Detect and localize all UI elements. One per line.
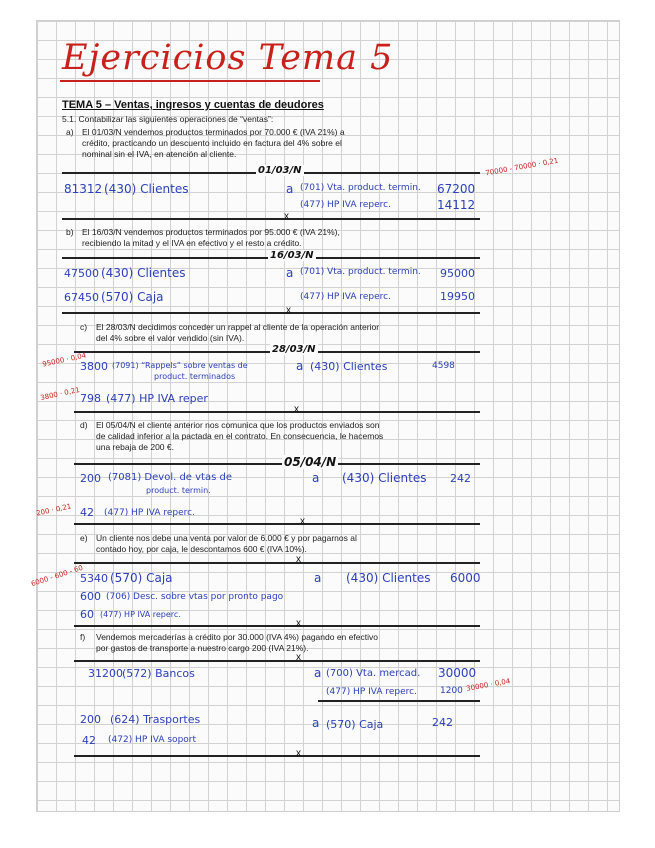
entry-b-credit-amount-1: 95000	[440, 267, 475, 280]
margin-note-a: 70000 - 70000 · 0,21	[484, 156, 559, 178]
entry-b-x: x	[286, 305, 291, 316]
entry-a-a: a	[286, 182, 294, 196]
problem-a-label: a)	[66, 127, 74, 137]
entry-b-credit-amount-2: 19950	[440, 290, 475, 303]
entry-b-debit-amount-2: 67450	[64, 291, 99, 304]
entry-e-top-line	[74, 562, 480, 564]
entry-d-debit-amount-1: 200	[80, 472, 101, 485]
problem-e-label: e)	[80, 533, 88, 543]
entry-c-credit-amount-1: 4598	[432, 361, 455, 371]
problem-d-label: d)	[80, 420, 88, 430]
entry-d-debit-account-1: (7081) Devol. de vtas de	[108, 472, 232, 483]
entry-a-x: x	[284, 211, 289, 222]
problem-a-line-2: crédito, practicando un descuento incluido en factura del 4% sobre el	[82, 138, 342, 148]
entry-f-a-2: a	[312, 716, 320, 730]
entry-d-debit-amount-2: 42	[80, 506, 94, 519]
entry-e-debit-account-3: (477) HP IVA reperc.	[100, 610, 181, 619]
margin-note-c-2: 3800 · 0,21	[39, 385, 81, 403]
entry-b-credit-account-2: (477) HP IVA reperc.	[300, 292, 391, 302]
entry-d-debit-account-2: (477) HP IVA reperc.	[104, 508, 195, 518]
entry-f-debit-account-3: (624) Trasportes	[110, 713, 201, 726]
entry-f-credit-amount-2: 1200	[440, 686, 463, 696]
entry-f-bottom-line	[74, 755, 480, 757]
entry-f-debit-amount-3: 200	[80, 713, 101, 726]
entry-d-debit-account-1b: product. termin.	[146, 486, 211, 495]
title-underline	[60, 80, 320, 82]
entry-d-credit-amount-1: 242	[450, 472, 471, 485]
entry-f-debit-account-1: (572) Bancos	[122, 667, 195, 680]
entry-d-bottom-line	[74, 523, 480, 525]
entry-c-date: 28/03/N	[272, 344, 316, 355]
entry-e-debit-amount-1: 5340	[80, 572, 108, 585]
entry-f-top-x: x	[296, 652, 301, 663]
entry-f-debit-amount-1: 31200	[88, 667, 123, 680]
entry-e-credit-account-1: (430) Clientes	[346, 571, 431, 585]
problem-c-line-2: del 4% sobre el valor vendido (sin IVA).	[96, 333, 245, 343]
entry-e-x: x	[296, 618, 301, 629]
entry-e-top-x: x	[296, 554, 301, 565]
entry-a-credit-amount-2: 14112	[437, 198, 476, 212]
problem-f-line-2: por gastos de transporte a nuestro cargo 200 (IVA 21%).	[96, 643, 309, 653]
entry-c-a: a	[296, 359, 304, 373]
entry-d-credit-account-1: (430) Clientes	[342, 471, 427, 485]
entry-e-debit-amount-2: 600	[80, 590, 101, 603]
entry-a-debit-amount: 81312	[64, 182, 103, 196]
entry-b-date: 16/03/N	[270, 250, 314, 261]
entry-a-credit-account-1: (701) Vta. product. termin.	[300, 183, 421, 193]
entry-c-credit-account-1: (430) Clientes	[310, 360, 388, 373]
entry-f-credit-account-2: (477) HP IVA reperc.	[326, 687, 417, 697]
entry-d-x: x	[300, 516, 305, 527]
entry-d-date: 05/04/N	[284, 455, 337, 469]
entry-f-mid-line	[318, 700, 480, 702]
entry-b-a: a	[286, 266, 294, 280]
problem-c-line-1: El 28/03/N decidimos conceder un rappel al cliente de la operación anterior	[96, 322, 380, 332]
entry-f-credit-amount-1: 30000	[438, 666, 477, 680]
problem-b-line-2: recibiendo la mitad y el IVA en efectivo y el resto a crédito.	[82, 238, 302, 248]
entry-a-date: 01/03/N	[258, 165, 302, 176]
entry-d-top-line	[74, 463, 480, 465]
entry-a-credit-account-2: (477) HP IVA reperc.	[300, 200, 391, 210]
entry-f-debit-account-4: (472) HP IVA soport	[108, 735, 197, 745]
entry-b-credit-account-1: (701) Vta. product. termin.	[300, 267, 421, 277]
entry-f-credit-account-3: (570) Caja	[326, 718, 384, 731]
entry-c-debit-account-2: (477) HP IVA reper	[106, 392, 208, 405]
entry-e-a: a	[314, 571, 322, 585]
entry-c-x: x	[294, 404, 299, 415]
entry-d-a: a	[312, 471, 320, 485]
entry-e-debit-account-1: (570) Caja	[110, 571, 173, 585]
exercise-intro: 5.1. Contabilizar las siguientes operaciones de “ventas”:	[62, 114, 274, 124]
entry-f-credit-account-1: (700) Vta. mercad.	[326, 668, 421, 679]
entry-b-debit-amount-1: 47500	[64, 267, 99, 280]
margin-note-f: 30000 · 0,04	[465, 677, 511, 693]
entry-e-bottom-line	[74, 625, 480, 627]
entry-f-top-line	[74, 660, 480, 662]
problem-d-line-2: de calidad inferior a la pactada en el contrato. En consecuencia, le hacemos	[96, 431, 384, 441]
problem-a-line-1: El 01/03/N vendemos productos terminados por 70.000 € (IVA 21%) a	[82, 127, 345, 137]
problem-d-line-1: El 05/04/N el cliente anterior nos comunica que los productos enviados son	[96, 420, 380, 430]
entry-f-debit-amount-4: 42	[82, 734, 96, 747]
problem-f-line-1: Vendemos mercaderías a crédito por 30.000 (IVA 4%) pagando en efectivo	[96, 632, 378, 642]
margin-note-e: 6000 - 600 - 60	[30, 563, 84, 589]
section-heading: TEMA 5 – Ventas, ingresos y cuentas de deudores	[62, 99, 324, 111]
problem-a-line-3: nominal sin el IVA, en atención al cliente.	[82, 149, 237, 159]
problem-c-label: c)	[80, 322, 88, 332]
entry-c-debit-account-1b: product. terminados	[154, 372, 236, 381]
entry-b-debit-account-2: (570) Caja	[101, 290, 164, 304]
margin-note-c-1: 95000 · 0,04	[41, 351, 87, 369]
entry-e-debit-account-2: (706) Desc. sobre vtas por pronto pago	[106, 592, 284, 602]
entry-b-debit-account-1: (430) Clientes	[101, 266, 186, 280]
entry-b-bottom-line	[62, 312, 480, 314]
problem-b-label: b)	[66, 227, 74, 237]
entry-f-credit-amount-3: 242	[432, 716, 453, 729]
problem-e-line-1: Un cliente nos debe una venta por valor de 6.000 € y por pagarnos al	[96, 533, 357, 543]
entry-c-bottom-line	[74, 411, 480, 413]
entry-c-debit-amount-1: 3800	[80, 360, 108, 373]
entry-e-debit-amount-3: 60	[80, 608, 94, 621]
problem-d-line-3: una rebaja de 200 €.	[96, 442, 174, 452]
margin-note-d: 200 · 0,21	[35, 502, 73, 518]
page-title: Ejercicios Tema 5	[62, 38, 394, 78]
entry-c-debit-amount-2: 798	[80, 392, 101, 405]
entry-e-credit-amount-1: 6000	[450, 571, 481, 585]
entry-a-bottom-line	[62, 218, 480, 220]
entry-f-x: x	[296, 748, 301, 759]
problem-b-line-1: El 16/03/N vendemos productos terminados por 95.000 € (IVA 21%),	[82, 227, 340, 237]
problem-e-line-2: contado hoy, por caja, le descontamos 600 € (IVA 10%).	[96, 544, 307, 554]
entry-f-a-1: a	[314, 666, 322, 680]
entry-c-debit-account-1: (7091) “Rappels” sobre ventas de	[112, 361, 248, 370]
entry-a-debit-account: (430) Clientes	[104, 182, 189, 196]
entry-a-credit-amount-1: 67200	[437, 182, 476, 196]
problem-f-label: f)	[80, 632, 86, 642]
